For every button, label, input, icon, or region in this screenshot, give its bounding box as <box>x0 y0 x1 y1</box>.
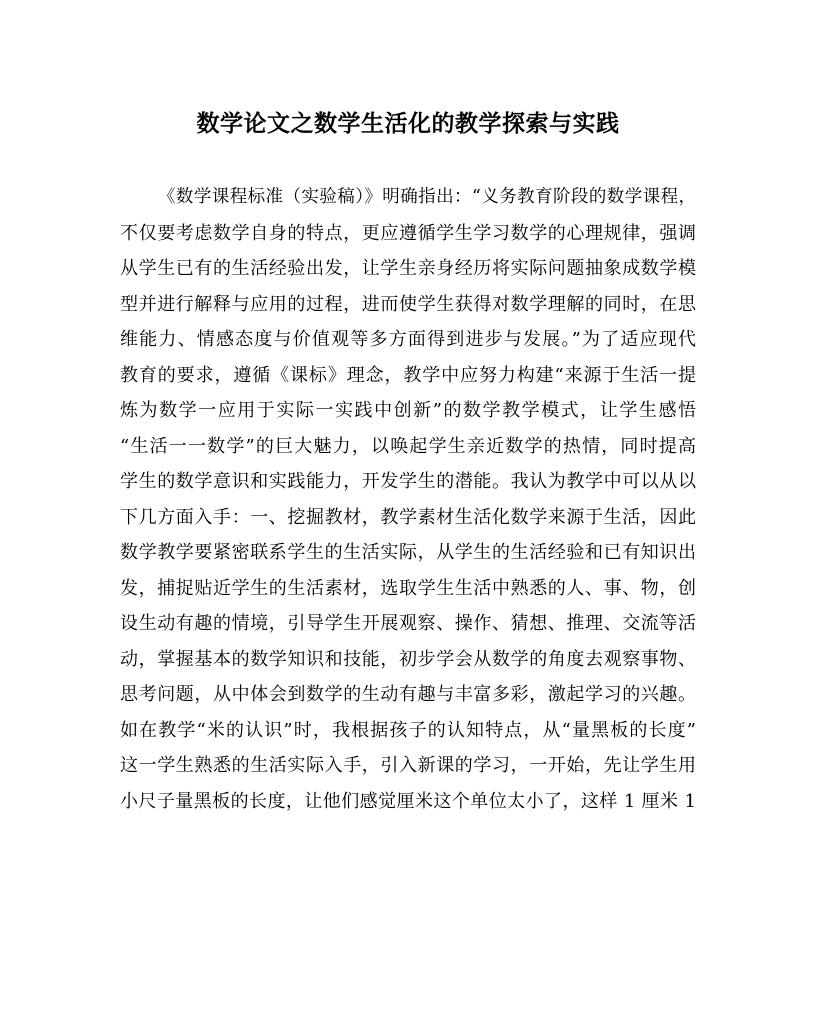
text-line: 下几方面入手：一、挖掘教材，教学素材生活化数学来源于生活，因此 <box>120 506 696 528</box>
text-line: 这一学生熟悉的生活实际入手，引入新课的学习，一开始，先让学生用 <box>120 755 696 776</box>
text-line: 型并进行解释与应用的过程，进而使学生获得对数学理解的同时，在思 <box>120 293 696 315</box>
text-line: 发，捕捉贴近学生的生活素材，选取学生生活中熟悉的人、事、物，创 <box>120 577 696 599</box>
text-line: 思考问题，从中体会到数学的生动有趣与丰富多彩，激起学习的兴趣。 <box>120 684 696 705</box>
text-line: 设生动有趣的情境，引导学生开展观察、操作、猜想、推理、交流等活 <box>120 613 696 634</box>
text-line: “生活一一数学”的巨大魅力，以唤起学生亲近数学的热情，同时提高 <box>120 435 696 457</box>
text-line: 学生的数学意识和实践能力，开发学生的潜能。我认为教学中可以从以 <box>120 471 696 492</box>
text-line: 动，掌握基本的数学知识和技能，初步学会从数学的角度去观察事物、 <box>120 648 696 670</box>
document-title: 数学论文之数学生活化的教学探索与实践 <box>196 110 620 137</box>
text-line: 从学生已有的生活经验出发，让学生亲身经历将实际问题抽象成数学模 <box>120 258 696 279</box>
text-line: 小尺子量黑板的长度，让他们感觉厘米这个单位太小了，这样 1 厘米 1 <box>120 790 696 812</box>
text-line: 维能力、情感态度与价值观等多方面得到进步与发展。”为了适应现代 <box>120 329 696 350</box>
text-line: 不仅要考虑数学自身的特点，更应遵循学生学习数学的心理规律，强调 <box>120 222 696 244</box>
text-line: 如在教学“米的认识”时，我根据孩子的认知特点，从“量黑板的长度” <box>120 719 696 741</box>
text-line: 教育的要求，遵循《课标》理念，教学中应努力构建“来源于生活一提 <box>120 364 696 386</box>
text-line: 数学教学要紧密联系学生的生活实际，从学生的生活经验和已有知识出 <box>120 542 696 563</box>
text-line: 《数学课程标准（实验稿）》明确指出：“义务教育阶段的数学课程， <box>158 187 696 207</box>
text-line: 炼为数学一应用于实际一实践中创新”的数学教学模式，让学生感悟 <box>120 400 696 421</box>
document-body <box>120 180 696 819</box>
